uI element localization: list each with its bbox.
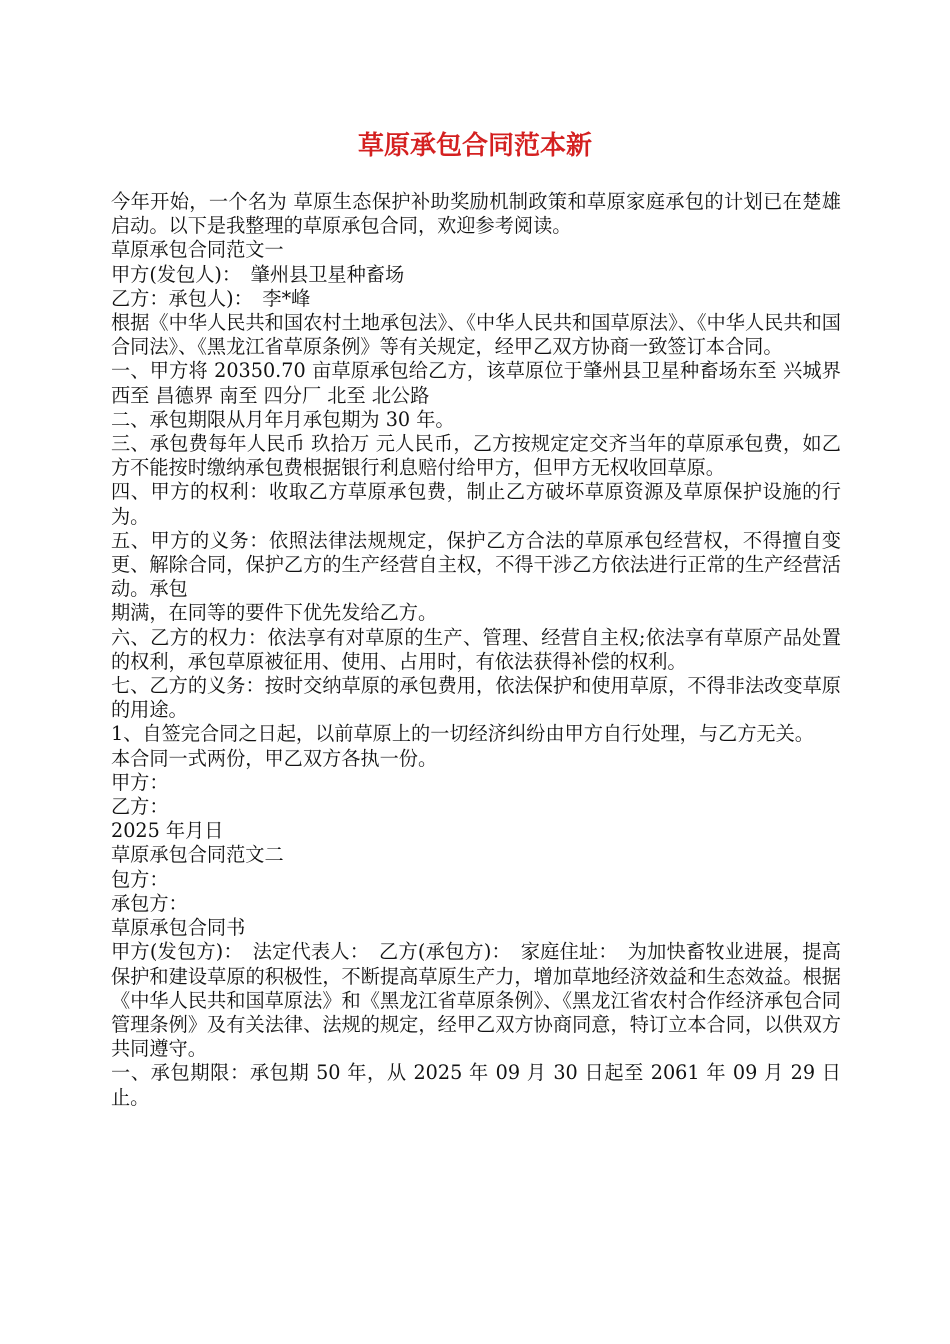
section-heading-sample-one: 草原承包合同范文一 — [111, 238, 284, 262]
clause-1: 一、甲方将 20350.70 亩草原承包给乙方，该草原位于肇州县卫星种畜场东至 兴城界 西至 昌德界 南至 四分厂 北至 北公路 — [111, 359, 841, 407]
clause-7: 七、乙方的义务：按时交纳草原的承包费用，依法保护和使用草原，不得非法改变草原的用途。 — [111, 674, 841, 722]
section-heading-sample-two: 草原承包合同范文二 — [111, 843, 284, 867]
paragraph-parties-and-purpose: 甲方(发包方)： 法定代表人： 乙方(承包方)： 家庭住址： 为加快畜牧业进展，提高保护和建设草原的积极性，不断提高草原生产力，增加草地经济效益和生态效益。根据《中华人民共和国草原法》和《黑龙江省草原条例》、《黑龙江省农村合作经济承包合同管理条例》及有关法律、法规的规定，经甲乙双方协商同意，特订立本合同，以供双方共同遵守。 — [111, 940, 841, 1061]
party-a-line: 甲方(发包人)： 肇州县卫星种畜场 — [111, 262, 405, 286]
clause-5-continued: 期满，在同等的要件下优先发给乙方。 — [111, 601, 438, 625]
signature-party-a: 甲方： — [111, 770, 169, 794]
clause-2: 二、承包期限从月年月承包期为 30 年。 — [111, 407, 455, 431]
contract-heading: 草原承包合同书 — [111, 916, 246, 940]
clause-7-item-1: 1、自签完合同之日起，以前草原上的一切经济纠纷由甲方自行处理，与乙方无关。 — [111, 722, 814, 746]
clause-term: 一、承包期限：承包期 50 年，从 2025 年 09 月 30 日起至 2061 年 09 月 29 日止。 — [111, 1061, 841, 1109]
clause-3: 三、承包费每年人民币 玖拾万 元人民币，乙方按规定定交齐当年的草原承包费，如乙方不能按时缴纳承包费根据银行利息赔付给甲方，但甲方无权收回草原。 — [111, 432, 841, 480]
document-body — [111, 190, 841, 1110]
party-b-line: 乙方：承包人)： 李*峰 — [111, 286, 311, 310]
contract-party-line: 包方： — [111, 867, 169, 891]
contractor-line: 承包方： — [111, 891, 188, 915]
paragraph-intro: 今年开始，一个名为 草原生态保护补助奖励机制政策和草原家庭承包的计划已在楚雄启动。以下是我整理的草原承包合同，欢迎参考阅读。 — [111, 190, 841, 238]
clause-5: 五、甲方的义务：依照法律法规规定，保护乙方合法的草原承包经营权，不得擅自变更、解除合同，保护乙方的生产经营自主权，不得干涉乙方依法进行正常的生产经营活动。承包 — [111, 528, 841, 601]
paragraph-legal-basis: 根据《中华人民共和国农村土地承包法》、《中华人民共和国草原法》、《中华人民共和国合同法》、《黑龙江省草原条例》等有关规定，经甲乙双方协商一致签订本合同。 — [111, 311, 841, 359]
clause-6: 六、乙方的权力：依法享有对草原的生产、管理、经营自主权;依法享有草原产品处置的权利，承包草原被征用、使用、占用时，有依法获得补偿的权利。 — [111, 625, 841, 673]
clause-4: 四、甲方的权利：收取乙方草原承包费，制止乙方破坏草原资源及草原保护设施的行为。 — [111, 480, 841, 528]
signature-party-b: 乙方： — [111, 795, 169, 819]
copies-statement: 本合同一式两份，甲乙双方各执一份。 — [111, 746, 438, 770]
signature-date: 2025 年月日 — [111, 819, 224, 843]
document-title: 草原承包合同范本新 — [357, 131, 592, 161]
